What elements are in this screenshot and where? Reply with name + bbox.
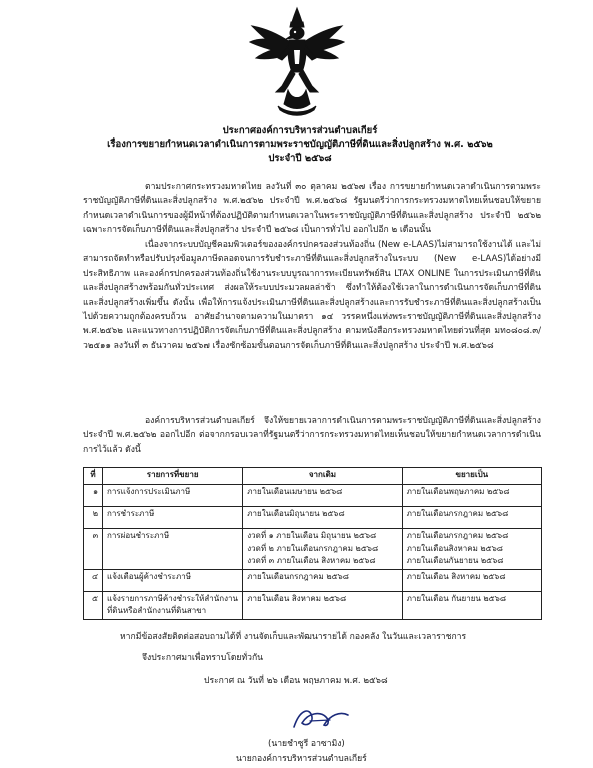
header-extended: ขยายเป็น — [402, 468, 541, 485]
row-original: ภายในเดือน สิงหาคม ๒๕๖๘ — [243, 591, 402, 619]
contact-note: หากมีข้อสงสัยติดต่อสอบถามได้ที่ งานจัดเก็บและพัฒนารายได้ กองคลัง ในวันและเวลาราชการ — [120, 632, 467, 642]
row-item: แจ้งรายการภาษีค้างชำระให้สำนักงาน ที่ดินหรือสำนักงานที่ดินสาขา — [103, 591, 243, 619]
paragraph-background: ตามประกาศกระทรวงมหาดไทย ลงวันที่ ๓๐ ตุลาคม ๒๕๖๗ เรื่อง การขยายกำหนดเวลาดำเนินการตามพระราชบัญญัติภาษีที่ดินและสิ่งปลูกสร้าง พ.ศ.๒๕๖๒ ประจำปี พ.ศ.๒๕๖๘ รัฐมนตรีว่าการกระทรวงมหาดไทยเห็นชอบให้ขยายกำหนดเวลาดำเนินการของผู้มีหน้าที่ต้องปฏิบัติตามกำหนดเวลาในพระราชบัญญัติภาษีที่ดินและสิ่งปลูกสร้าง ประจำปี ๒๕๖๒ เฉพาะการจัดเก็บภาษีที่ดินและสิ่งปลูกสร้าง ประจำปี ๒๕๖๘ เป็นการทั่วไป ออกไปอีก ๒ เดือนนั้น — [83, 182, 541, 236]
row-extended: ภายในเดือน สิงหาคม ๒๕๖๘ — [402, 569, 541, 591]
row-item: การผ่อนชำระภาษี — [103, 529, 243, 570]
announcement-title: ประกาศองค์การบริหารส่วนตำบลเกียร์ — [222, 125, 378, 136]
row-no: ๔ — [84, 569, 103, 591]
row-extended: ภายในเดือนกรกฎาคม ๒๕๖๘ ภายในเดือนสิงหาคม ๒๕๖๘ ภายในเดือนกันยายน ๒๕๖๘ — [402, 529, 541, 570]
row-item: การชำระภาษี — [103, 507, 243, 529]
row-original: ภายในเดือนมิถุนายน ๒๕๖๘ — [243, 507, 402, 529]
signatory-name: (นายชำซูรี อาซามิง) — [268, 739, 345, 749]
announcement-year: ประจำปี ๒๕๖๘ — [268, 153, 332, 164]
row-extended: ภายในเดือนกรกฎาคม ๒๕๖๘ — [402, 507, 541, 529]
row-item: การแจ้งการประเมินภาษี — [103, 485, 243, 507]
row-original: ภายในเดือนกรกฎาคม ๒๕๖๘ — [243, 569, 402, 591]
signatory-position: นายกองค์การบริหารส่วนตำบลเกียร์ — [236, 754, 367, 764]
row-item: แจ้งเตือนผู้ค้างชำระภาษี — [103, 569, 243, 591]
table-row — [84, 591, 542, 619]
table-row — [84, 569, 542, 591]
header-original: จากเดิม — [243, 468, 402, 485]
table-row — [84, 507, 542, 529]
row-original: งวดที่ ๑ ภายในเดือน มิถุนายน ๒๕๖๘ งวดที่ ๒ ภายในเดือนกรกฎาคม ๒๕๖๘ งวดที่ ๓ ภายในเดือน สิงหาคม ๒๕๖๘ — [243, 529, 402, 570]
paragraph-decision: องค์การบริหารส่วนตำบลเกียร์ จึงให้ขยายเวลาการดำเนินการตามพระราชบัญญัติภาษีที่ดินและสิ่งปลูกสร้าง ประจำปี พ.ศ.๒๕๖๒ ออกไปอีก ต่อจากกรอบเวลาที่รัฐมนตรีว่าการกระทรวงมหาดไทยเห็นชอบให้ขยายกำหนดเวลาการดำเนินการไว้แล้ว ดังนี้ — [83, 416, 541, 455]
table-row — [84, 485, 542, 507]
announcement-subject: เรื่องการขยายกำหนดเวลาดำเนินการตามพระราชบัญญัติภาษีที่ดินและสิ่งปลูกสร้าง พ.ศ. ๒๕๖๒ — [107, 139, 493, 150]
row-extended: ภายในเดือนพฤษภาคม ๒๕๖๘ — [402, 485, 541, 507]
table-row — [84, 529, 542, 570]
table-header-row — [84, 468, 542, 485]
row-extended: ภายในเดือน กันยายน ๒๕๖๘ — [402, 591, 541, 619]
date-line: ประกาศ ณ วันที่ ๒๖ เดือน พฤษภาคม พ.ศ. ๒๕๖๘ — [204, 676, 388, 686]
row-no: ๓ — [84, 529, 103, 570]
row-no: ๒ — [84, 507, 103, 529]
header-no: ที่ — [84, 468, 103, 485]
handwritten-signature — [290, 703, 352, 733]
schedule-table — [83, 467, 542, 620]
announce-line: จึงประกาศมาเพื่อทราบโดยทั่วกัน — [142, 653, 264, 663]
paragraph-reason: เนื่องจากระบบบัญชีคอมพิวเตอร์ขององค์กรปกครองส่วนท้องถิ่น (New e-LAAS)ไม่สามารถใช้งานได้ และไม่สามารถจัดทำหรือปรับปรุงข้อมูลภาษีตลอดจนการรับชำระภาษีที่ดินและสิ่งปลูกสร้างในระบบ (New e-LAAS)ได้อย่างมีประสิทธิภาพ และองค์กรปกครองส่วนท้องถิ่นใช้งานระบบบูรณาการทะเบียนทรัพย์สิน LTAX ONLINE ในการประเมินภาษีที่ดินและสิ่งปลูกสร้างพร้อมกันทั่วประเทศ ส่งผลให้ระบบประมวลผลล่าช้า ซึ่งทำให้ต้องใช้เวลาในการดำเนินการจัดเก็บภาษีที่ดินและสิ่งปลูกสร้างเพิ่มขึ้น ดังนั้น เพื่อให้การแจ้งประเมินภาษีที่ดินและสิ่งปลูกสร้างและการรับชำระภาษีที่ดินและสิ่งปลูกสร้างเป็นไปด้วยความถูกต้องครบถ้วน อาศัยอำนาจตามความในมาตรา ๑๔ วรรคหนึ่งแห่งพระราชบัญญัติภาษีที่ดินและสิ่งปลูกสร้าง พ.ศ.๒๕๖๒ และแนวทางการปฏิบัติการจัดเก็บภาษีที่ดินและสิ่งปลูกสร้าง ตามหนังสือกระทรวงมหาดไทยด่วนที่สุด มท๐๘๐๘.๓/ ว๒๕๑๑ ลงวันที่ ๓ ธันวาคม ๒๕๖๗ เรื่องซักซ้อมขั้นตอนการจัดเก็บภาษีที่ดินและสิ่งปลูกสร้าง ประจำปี พ.ศ.๒๕๖๘ — [83, 240, 541, 351]
row-no: ๕ — [84, 591, 103, 619]
row-original: ภายในเดือนเมษายน ๒๕๖๘ — [243, 485, 402, 507]
header-item: รายการที่ขยาย — [103, 468, 243, 485]
garuda-emblem — [248, 6, 346, 118]
row-no: ๑ — [84, 485, 103, 507]
